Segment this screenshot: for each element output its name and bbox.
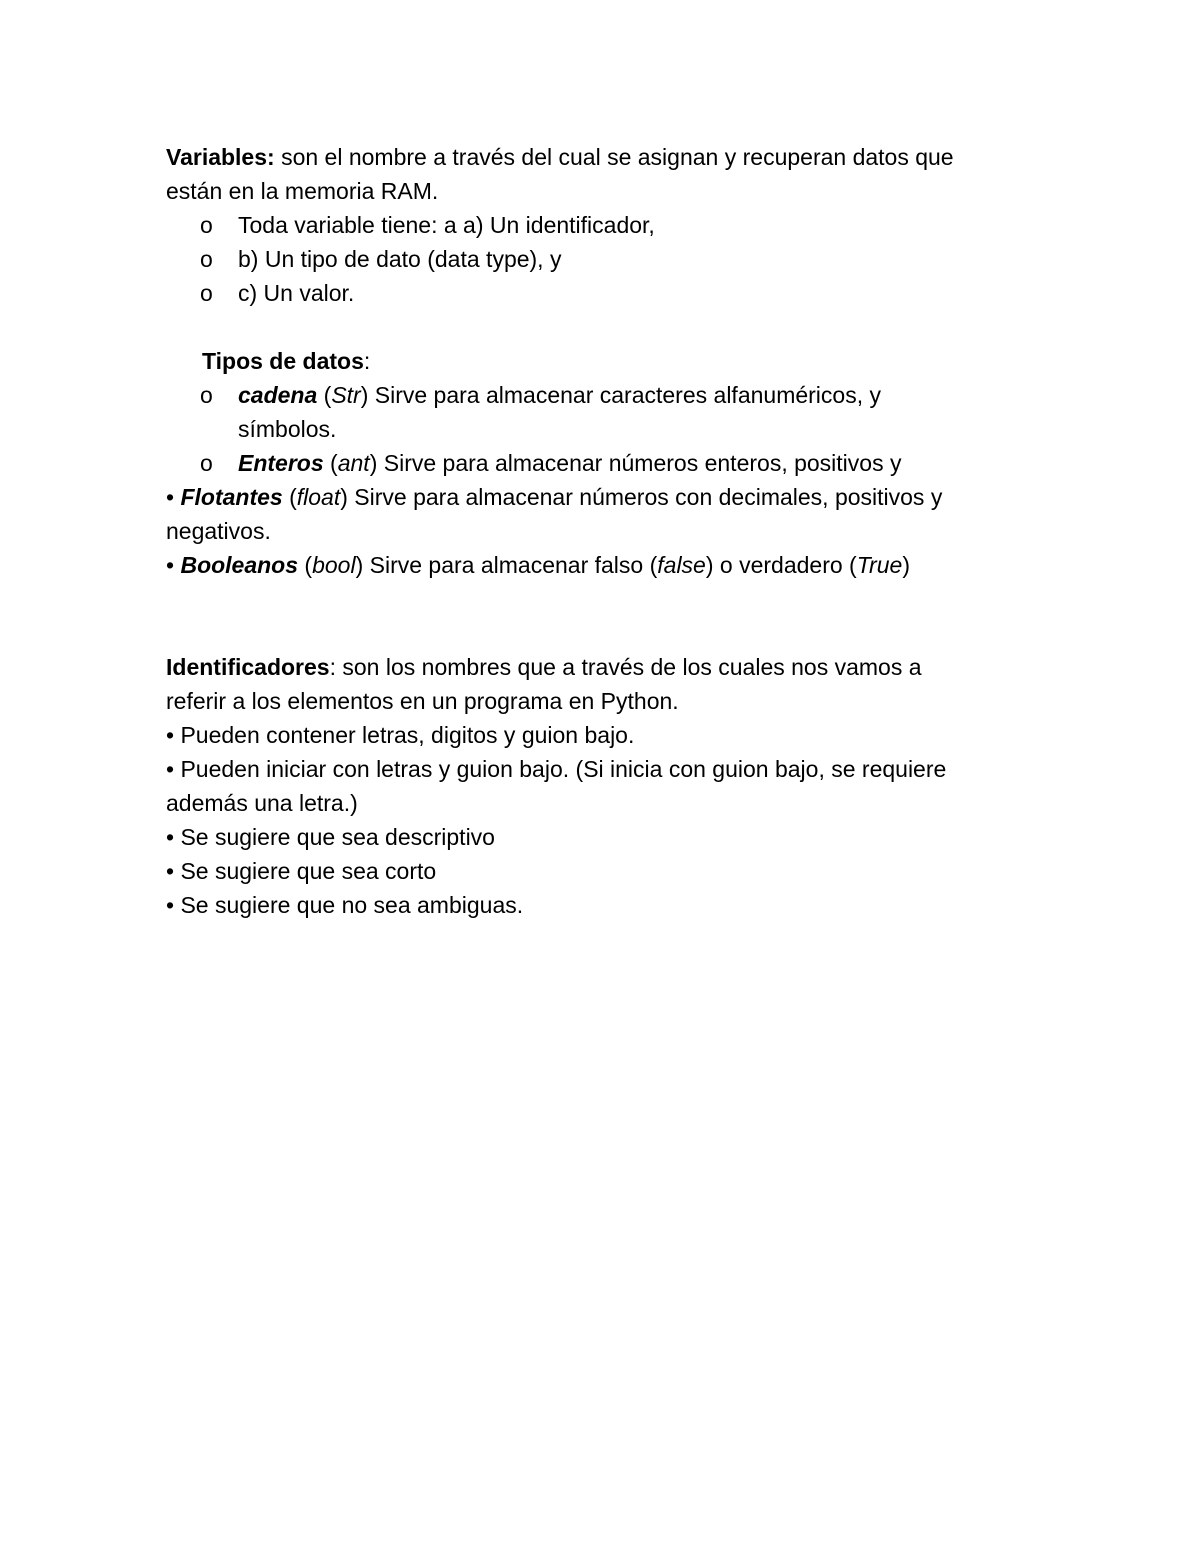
variables-item-3 bbox=[166, 276, 1036, 310]
variables-item-text: Toda variable tiene: a a) Un identificador, bbox=[238, 212, 655, 238]
bullet: • bbox=[166, 552, 175, 578]
tipos-item-flotantes bbox=[166, 480, 1036, 514]
true-keyword: True bbox=[856, 552, 903, 578]
list-marker: o bbox=[200, 280, 213, 306]
type-description: ) Sirve para almacenar caracteres alfanuméricos, y bbox=[360, 382, 881, 408]
identificadores-definition-text: : son los nombres que a través de los cuales nos vamos a bbox=[329, 654, 922, 680]
type-code: Str bbox=[331, 382, 361, 408]
paren-close: ) bbox=[902, 552, 910, 578]
identificadores-item-text: Se sugiere que sea corto bbox=[174, 858, 437, 884]
identificadores-item-3 bbox=[166, 820, 1036, 854]
type-code: bool bbox=[312, 552, 356, 578]
tipos-item-cadena-continuation: símbolos. bbox=[238, 416, 337, 442]
tipos-heading-suffix: : bbox=[363, 348, 371, 374]
list-marker: o bbox=[200, 382, 213, 408]
list-marker: o bbox=[200, 246, 213, 272]
tipos-heading-text: Tipos de datos bbox=[202, 348, 364, 374]
variables-item-text: b) Un tipo de dato (data type), y bbox=[238, 246, 562, 272]
tipos-heading bbox=[166, 344, 1036, 378]
identificadores-definition-line-1 bbox=[166, 650, 1036, 684]
tipos-item-flotantes-continuation: negativos. bbox=[166, 518, 271, 544]
type-name: Flotantes bbox=[180, 484, 283, 510]
type-name: Enteros bbox=[238, 450, 324, 476]
bullet: • bbox=[166, 756, 175, 782]
variables-definition-text: son el nombre a través del cual se asignan y recuperan datos que bbox=[274, 144, 954, 170]
type-name: Booleanos bbox=[180, 552, 299, 578]
identificadores-item-5 bbox=[166, 888, 1036, 922]
paren-open: ( bbox=[317, 382, 332, 408]
identificadores-item-2 bbox=[166, 752, 1036, 786]
type-description: ) o verdadero ( bbox=[705, 552, 857, 578]
identificadores-item-text: Se sugiere que sea descriptivo bbox=[174, 824, 495, 850]
tipos-item-booleanos bbox=[166, 548, 1036, 582]
variables-item-1 bbox=[166, 208, 1036, 242]
identificadores-item-text: Se sugiere que no sea ambiguas. bbox=[174, 892, 524, 918]
type-description: ) Sirve para almacenar números enteros, positivos y bbox=[369, 450, 902, 476]
type-code: float bbox=[296, 484, 341, 510]
list-marker: o bbox=[200, 212, 213, 238]
variables-term: Variables: bbox=[166, 144, 275, 170]
type-name: cadena bbox=[238, 382, 318, 408]
identificadores-term: Identificadores bbox=[166, 654, 330, 680]
bullet: • bbox=[166, 858, 175, 884]
variables-item-2 bbox=[166, 242, 1036, 276]
identificadores-item-text: Pueden contener letras, digitos y guion bajo. bbox=[174, 722, 635, 748]
type-description: ) Sirve para almacenar números con decimales, positivos y bbox=[340, 484, 943, 510]
bullet: • bbox=[166, 892, 175, 918]
identificadores-item-text: Pueden iniciar con letras y guion bajo. (Si inicia con guion bajo, se requiere bbox=[174, 756, 947, 782]
bullet: • bbox=[166, 824, 175, 850]
blank-lines bbox=[166, 582, 1036, 650]
variables-item-text: c) Un valor. bbox=[238, 280, 355, 306]
paren-open: ( bbox=[298, 552, 313, 578]
identificadores-item-4 bbox=[166, 854, 1036, 888]
document-body bbox=[166, 140, 1036, 922]
list-marker: o bbox=[200, 450, 213, 476]
tipos-item-cadena bbox=[166, 378, 1036, 412]
variables-definition-line-2: están en la memoria RAM. bbox=[166, 178, 439, 204]
bullet: • bbox=[166, 484, 175, 510]
paren-open: ( bbox=[282, 484, 297, 510]
identificadores-definition-line-2: referir a los elementos en un programa en Python. bbox=[166, 688, 679, 714]
variables-definition-line-1 bbox=[166, 140, 1036, 174]
type-description: ) Sirve para almacenar falso ( bbox=[355, 552, 658, 578]
identificadores-item-1 bbox=[166, 718, 1036, 752]
false-keyword: false bbox=[657, 552, 706, 578]
bullet: • bbox=[166, 722, 175, 748]
type-code: ant bbox=[337, 450, 370, 476]
paren-open: ( bbox=[323, 450, 338, 476]
identificadores-item-2-continuation: además una letra.) bbox=[166, 790, 358, 816]
tipos-item-enteros bbox=[166, 446, 1036, 480]
blank-line bbox=[166, 310, 1036, 344]
